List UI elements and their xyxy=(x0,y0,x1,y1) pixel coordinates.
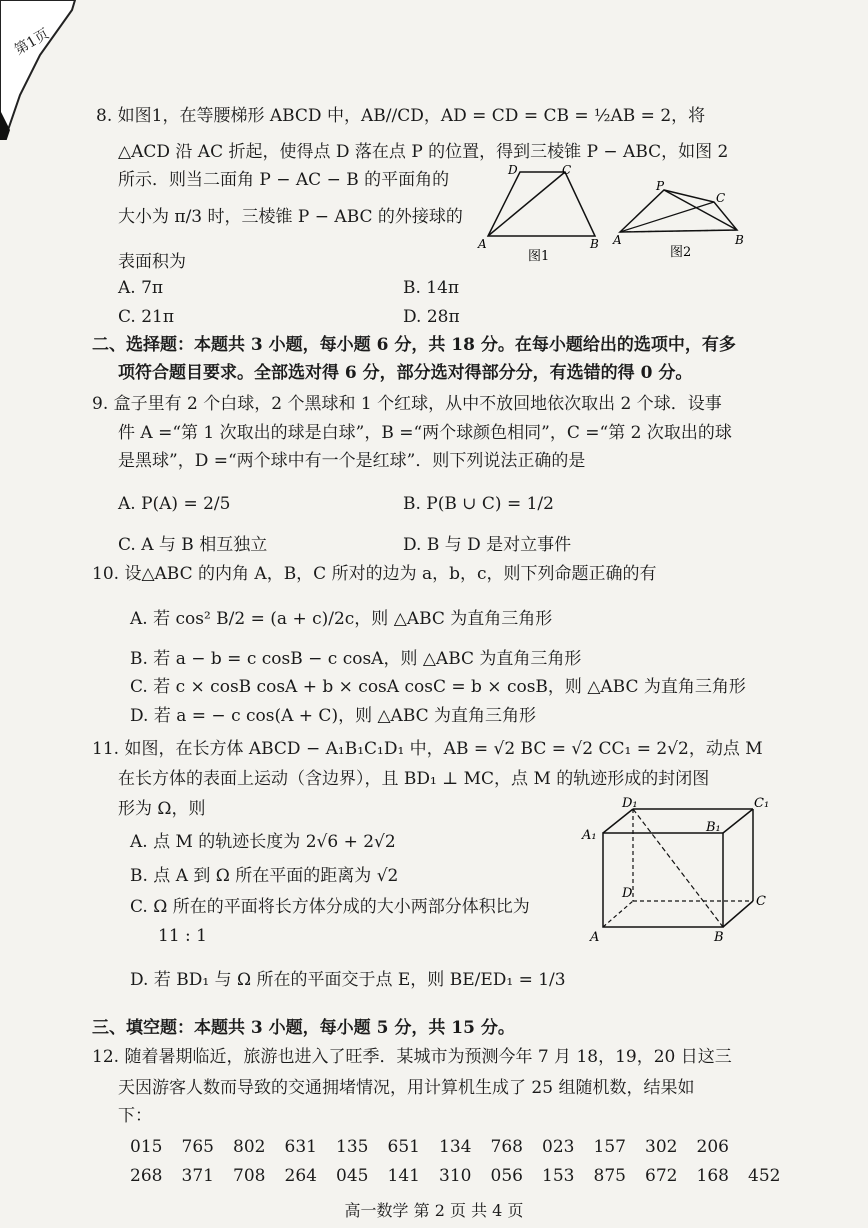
q9-option-b: B. P(B ∪ C) = 1/2 xyxy=(403,494,554,514)
q11-option-a: A. 点 M 的轨迹长度为 2√6 + 2√2 xyxy=(130,832,396,852)
q11-option-c: C. Ω 所在的平面将长方体分成的大小两部分体积比为 xyxy=(130,897,530,917)
fig2-label-p: P xyxy=(656,179,665,193)
fig1-label-a: A xyxy=(478,237,487,251)
random-number: 302 xyxy=(645,1137,678,1157)
random-number: 672 xyxy=(645,1166,678,1186)
fig2-label-b: B xyxy=(735,233,744,247)
random-number: 268 xyxy=(130,1166,163,1186)
q8-option-d: D. 28π xyxy=(403,307,460,327)
cuboid-label-b1: B₁ xyxy=(706,820,721,835)
q12-line-3: 下： xyxy=(118,1106,152,1126)
random-number: 135 xyxy=(336,1137,369,1157)
q9-line-3: 是黑球”，D =“两个球中有一个是红球”．则下列说法正确的是 xyxy=(118,451,586,471)
random-number: 206 xyxy=(696,1137,729,1157)
q12-line-2: 天因游客人数而导致的交通拥堵情况，用计算机生成了 25 组随机数，结果如 xyxy=(118,1078,695,1098)
q10-option-a: A. 若 cos² B/2 = (a + c)/2c，则 △ABC 为直角三角形 xyxy=(130,609,553,629)
q9-line-2: 件 A =“第 1 次取出的球是白球”，B =“两个球颜色相同”，C =“第 2 次取出的球 xyxy=(118,423,732,443)
q11-option-d: D. 若 BD₁ 与 Ω 所在的平面交于点 E，则 BE/ED₁ = 1/3 xyxy=(130,970,566,990)
fig2-label-a: A xyxy=(613,233,622,247)
random-number: 023 xyxy=(542,1137,575,1157)
q10-option-d: D. 若 a = − c cos(A + C)，则 △ABC 为直角三角形 xyxy=(130,706,537,726)
cuboid-label-a1: A₁ xyxy=(582,828,597,843)
random-number: 056 xyxy=(490,1166,523,1186)
corner-label: 第1页 xyxy=(12,26,52,59)
trapezoid-figure xyxy=(477,163,599,264)
q8-line-5: 表面积为 xyxy=(118,252,186,272)
random-number: 310 xyxy=(439,1166,472,1186)
fig2-label-c: C xyxy=(716,191,726,205)
section3-heading: 三、填空题：本题共 3 小题，每小题 5 分，共 15 分。 xyxy=(92,1018,515,1038)
cuboid-label-c: C xyxy=(756,894,766,909)
random-number: 452 xyxy=(748,1166,781,1186)
random-number: 264 xyxy=(284,1166,317,1186)
random-number: 168 xyxy=(696,1166,729,1186)
q12-line-1: 12. 随着暑期临近，旅游也进入了旺季．某城市为预测今年 7 月 18，19，20 日这三 xyxy=(92,1047,732,1067)
cuboid-label-d: D xyxy=(622,886,633,901)
corner-tab xyxy=(0,0,90,140)
random-number: 045 xyxy=(336,1166,369,1186)
q8-option-a: A. 7π xyxy=(118,278,164,298)
random-number: 141 xyxy=(387,1166,420,1186)
section2-heading-2: 项符合题目要求。全部选对得 6 分，部分选对得部分分，有选错的得 0 分。 xyxy=(118,363,693,383)
random-number: 765 xyxy=(181,1137,214,1157)
cuboid-label-d1: D₁ xyxy=(622,796,638,811)
q8-line-4: 大小为 π/3 时，三棱锥 P − ABC 的外接球的 xyxy=(118,207,463,227)
q10-line: 10. 设△ABC 的内角 A，B，C 所对的边为 a，b，c，则下列命题正确的有 xyxy=(92,564,657,584)
q9-option-d: D. B 与 D 是对立事件 xyxy=(403,535,572,555)
cuboid-label-a: A xyxy=(590,930,600,945)
q8-line-1: 8. 如图1，在等腰梯形 ABCD 中，AB//CD，AD = CD = CB = ½AB = 2，将 xyxy=(96,106,706,126)
cuboid-figure xyxy=(578,795,778,945)
q8-line-2: △ACD 沿 AC 折起，使得点 D 落在点 P 的位置，得到三棱锥 P − ABC，如图 2 xyxy=(118,142,729,162)
q11-option-c-ratio: 11 : 1 xyxy=(158,926,207,946)
q8-line-3: 所示．则当二面角 P − AC − B 的平面角的 xyxy=(118,170,450,190)
pyramid-figure xyxy=(612,179,744,260)
q11-line-3: 形为 Ω，则 xyxy=(118,799,206,819)
q11-line-1: 11. 如图，在长方体 ABCD − A₁B₁C₁D₁ 中，AB = √2 BC = √2 CC₁ = 2√2，动点 M xyxy=(92,739,763,759)
fig1-caption: 图1 xyxy=(528,249,550,264)
random-number: 651 xyxy=(387,1137,420,1157)
random-number: 802 xyxy=(233,1137,266,1157)
random-number: 371 xyxy=(181,1166,214,1186)
q10-option-c: C. 若 c × cosB cosA + b × cosA cosC = b × cosB，则 △ABC 为直角三角形 xyxy=(130,677,746,697)
q11-option-b: B. 点 A 到 Ω 所在平面的距离为 √2 xyxy=(130,866,399,886)
section2-heading-1: 二、选择题：本题共 3 小题，每小题 6 分，共 18 分。在每小题给出的选项中，有多 xyxy=(92,335,736,355)
q9-option-c: C. A 与 B 相互独立 xyxy=(118,535,268,555)
q9-line-1: 9. 盒子里有 2 个白球，2 个黑球和 1 个红球，从中不放回地依次取出 2 个球．设事 xyxy=(92,394,722,414)
q10-option-b: B. 若 a − b = c cosB − c cosA，则 △ABC 为直角三角形 xyxy=(130,649,582,669)
q8-option-c: C. 21π xyxy=(118,307,175,327)
random-number: 157 xyxy=(593,1137,626,1157)
fig2-caption: 图2 xyxy=(670,245,692,260)
random-number: 768 xyxy=(490,1137,523,1157)
fig1-label-c: C xyxy=(562,163,572,177)
random-number: 875 xyxy=(593,1166,626,1186)
random-number: 153 xyxy=(542,1166,575,1186)
random-number: 015 xyxy=(130,1137,163,1157)
random-number: 708 xyxy=(233,1166,266,1186)
fig1-label-b: B xyxy=(590,237,599,251)
page-footer: 高一数学 第 2 页 共 4 页 xyxy=(344,1201,524,1220)
q8-figures xyxy=(470,160,770,270)
cuboid-label-b: B xyxy=(714,930,724,945)
cuboid-label-c1: C₁ xyxy=(754,796,770,811)
random-number: 631 xyxy=(284,1137,317,1157)
q9-option-a: A. P(A) = 2/5 xyxy=(118,494,231,514)
q11-line-2: 在长方体的表面上运动（含边界），且 BD₁ ⊥ MC，点 M 的轨迹形成的封闭图 xyxy=(118,769,710,789)
fig1-label-d: D xyxy=(508,163,518,177)
random-number: 134 xyxy=(439,1137,472,1157)
q8-option-b: B. 14π xyxy=(403,278,460,298)
